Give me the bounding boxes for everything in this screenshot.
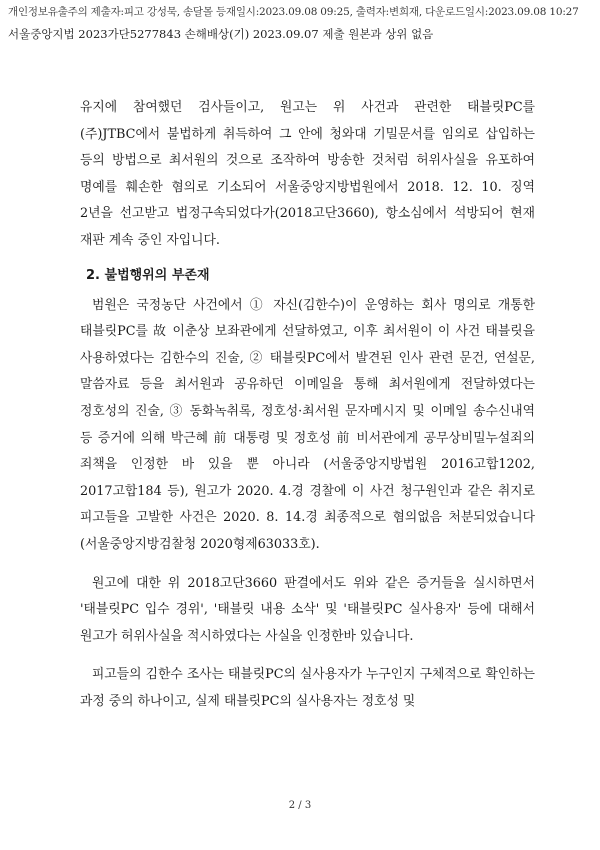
paragraph-gap — [80, 559, 535, 571]
document-body — [80, 95, 535, 715]
section-heading: 2. 불법행위의 부존재 — [86, 267, 210, 283]
case-info-line: 서울중앙지법 2023가단5277843 손해배상(기) 2023.09.07 제출 원본과 상위 없음 — [8, 27, 434, 41]
paragraph-gap — [80, 650, 535, 662]
paragraph-court-findings: 범원은 국정농단 사건에서 ① 자신(김한수)이 운영하는 회사 명의로 개통한 태블릿PC를 故 이춘상 보좌관에게 선달하였고, 이후 최서원이 이 사건 태블릿을 사용하였다는 김한수의 진술, ② 태블릿PC에서 발견된 인사 관련 문건, 연설문, 말씀자료 등을 최서원과 공유하던 이메일을 통해 최서원에게 전달하였다는 정호성의 진술, ③ 동화녹취록, 정호성·최서원 문자메시지 및 이메일 송수신내역 등 증거에 의해 박근혜 前 대통령 및 정호성 前 비서관에게 공무상비밀누설죄의 죄책을 인정한 바 있을 뿐 아니라 (서울중앙지방법원 2016고합1202, 2017고합184 등), 원고가 2020. 4.경 경찰에 이 사건 청구원인과 같은 취지로 피고들을 고발한 사건은 2020. 8. 14.경 최종적으로 혐의없음 처분되었습니다(서울중앙지방검찰청 2020형제63033호). — [80, 297, 535, 552]
page-number: 2 / 3 — [288, 800, 312, 811]
paragraph-continuation: 유지에 참여했던 검사들이고, 원고는 위 사건과 관련한 태블릿PC를 (주)JTBC에서 불법하게 취득하여 그 안에 청와대 기밀문서를 임의로 삽입하는 등의 방법으로 최서원의 것으로 조작하여 방송한 것처럼 허위사실을 유포하여 명예를 훼손한 혐의로 기소되어 서울중앙지방법원에서 2018. 12. 10. 징역 2년을 선고받고 법정구속되었다가(2018고단3660), 항소심에서 석방되어 현재 재판 계속 중인 자입니다. — [80, 100, 535, 248]
paragraph-judgment: 원고에 대한 위 2018고단3660 판결에서도 위와 같은 증거들을 실시하면서 '태블릿PC 입수 경위', '태블릿 내용 소삭' 및 '태블릿PC 실사용자' 등에 대해서 원고가 허위사실을 적시하였다는 사실을 인정한바 있습니다. — [80, 575, 535, 644]
paragraph-investigation: 피고들의 김한수 조사는 태블릿PC의 실사용자가 누구인지 구체적으로 확인하는 과정 중의 하나이고, 실제 태블릿PC의 실사용자는 정호성 및 — [80, 667, 535, 709]
submission-watermark-line: 개인정보유출주의 제출자:피고 강성묵, 송달몰 등재일시:2023.09.08 09:25, 출력자:변희재, 다운로드일시:2023.09.08 10:27 — [8, 6, 579, 18]
